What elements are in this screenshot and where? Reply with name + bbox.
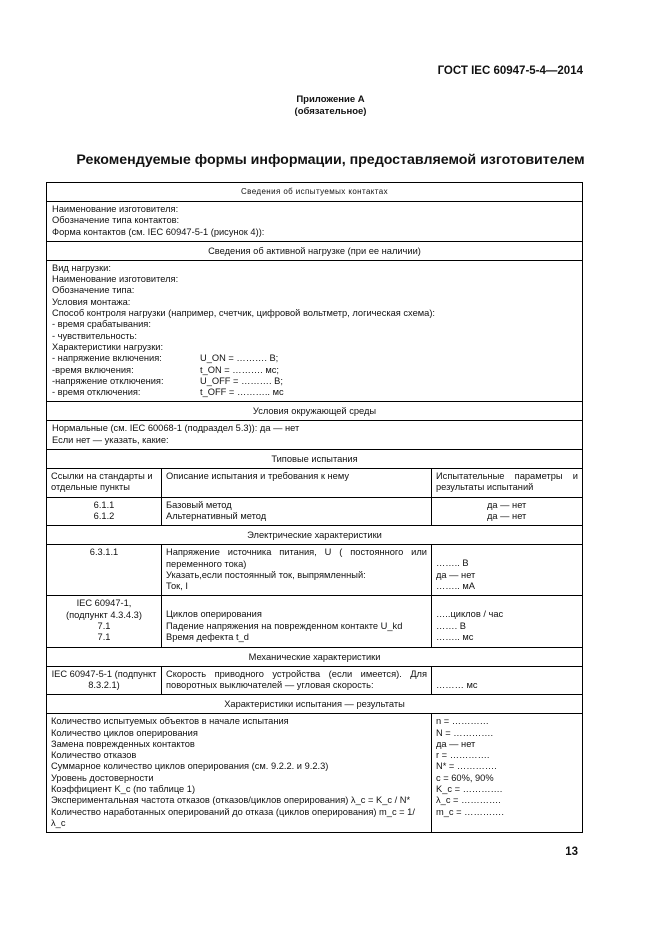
electrical-ref: 7.1 <box>97 632 111 643</box>
appendix-title: Приложение А <box>296 94 365 105</box>
page-number: 13 <box>565 846 578 858</box>
col-header-desc: Описание испытания и требования к нему <box>162 469 432 497</box>
load-line: Наименование изготовителя: <box>52 274 179 285</box>
result-value: N* = …………. <box>436 761 497 772</box>
result-value: N = …………. <box>436 727 494 738</box>
load-line: Характеристики нагрузки: <box>52 341 164 352</box>
col-header-refs: Ссылки на стандарты и отдельные пункты <box>47 469 162 497</box>
result-label: Замена поврежденных контактов <box>51 738 195 749</box>
contacts-line: Форма контактов (см. IEC 60947-5-1 (рисунок 4)): <box>52 226 265 237</box>
environment-block <box>47 421 582 450</box>
contacts-line: Обозначение типа контактов: <box>52 215 180 226</box>
load-param-value: t_ON = ………. мс; <box>200 364 279 375</box>
electrical-desc: Время дефекта t_d <box>166 632 249 643</box>
result-value: c = 60%, 90% <box>436 772 494 783</box>
test-desc: Базовый метод <box>166 499 232 510</box>
electrical-result: …….. мА <box>436 580 475 591</box>
col-header-results: Испытательные параметры и результаты испытаний <box>436 471 578 493</box>
load-param <box>52 353 577 364</box>
electrical-ref: IEC 60947-1, <box>76 598 132 609</box>
contacts-line: Наименование изготовителя: <box>52 204 179 214</box>
test-result: да — нет <box>487 499 527 510</box>
environment-line: Если нет — указать, какие: <box>52 434 169 445</box>
electrical-result: …….. мс <box>436 632 474 643</box>
environment-line: Нормальные (см. IEC 60068-1 (подраздел 5.3)): да — нет <box>52 423 300 434</box>
page-title: Рекомендуемые формы информации, предоставляемой изготовителем <box>76 152 585 168</box>
electrical-ref: (подпункт 4.3.4.3) <box>66 609 142 620</box>
test-result: да — нет <box>487 510 527 521</box>
results-block <box>47 714 582 832</box>
load-param-value: U_ON = ………. В; <box>200 353 279 364</box>
result-value: m_c = …………. <box>436 806 504 817</box>
load-line: Вид нагрузки: <box>52 262 111 273</box>
tests-header-row <box>47 469 582 498</box>
result-value: да — нет <box>436 738 476 749</box>
result-label: Количество наработанных оперирований до отказа (циклов оперирования) m_c = 1/ λ_c <box>51 806 415 828</box>
test-desc: Альтернативный метод <box>166 510 267 521</box>
section-title-results: Характеристики испытания — результаты <box>47 695 582 714</box>
load-line: - время срабатывания: <box>52 319 151 330</box>
result-value: λ_c = …………. <box>436 795 501 806</box>
test-ref: 6.1.1 <box>93 499 115 510</box>
result-label: Количество отказов <box>51 750 137 761</box>
mechanical-ref: IEC 60947-5-1 (подпункт 8.3.2.1) <box>47 667 162 695</box>
load-param-value: U_OFF = ………. В; <box>200 375 283 386</box>
mechanical-result: ……… мс <box>436 679 478 690</box>
electrical-result: …..циклов / час <box>436 609 504 620</box>
result-label: Экспериментальная частота отказов (отказов/циклов оперирования) λ_c = K_c / N* <box>51 795 411 806</box>
test-ref: 6.1.2 <box>93 510 115 521</box>
result-label: Уровень достоверности <box>51 772 154 783</box>
electrical-desc: Циклов оперирования <box>166 609 262 620</box>
info-form <box>46 182 583 833</box>
electrical-ref: 7.1 <box>97 621 111 632</box>
section-title-environment: Условия окружающей среды <box>47 402 582 421</box>
load-block <box>47 261 582 403</box>
tests-rows <box>47 498 582 527</box>
electrical-desc: Падение напряжения на поврежденном контакте U_kd <box>166 620 403 631</box>
appendix-subtitle: (обязательное) <box>294 106 367 117</box>
section-title-electrical: Электрические характеристики <box>47 526 582 545</box>
result-label: Количество циклов оперирования <box>51 727 198 738</box>
contacts-block <box>47 202 582 242</box>
load-line: Условия монтажа: <box>52 296 131 307</box>
electrical-block-1 <box>47 545 582 596</box>
section-title-mechanical: Механические характеристики <box>47 648 582 667</box>
appendix-heading <box>0 94 661 118</box>
result-label: Количество испытуемых объектов в начале испытания <box>51 716 289 727</box>
mechanical-desc: Скорость приводного устройства (если имеется). Для поворотных выключателей — угловая скорость: <box>162 667 432 695</box>
load-line: Способ контроля нагрузки (например, счетчик, цифровой вольтметр, логическая схема): <box>52 308 436 319</box>
electrical-result: …….. В <box>436 558 469 569</box>
load-param <box>52 376 577 387</box>
section-title-load: Сведения об активной нагрузке (при ее наличии) <box>47 242 582 261</box>
load-param <box>52 387 577 398</box>
load-param <box>52 365 577 376</box>
section-title-tests: Типовые испытания <box>47 450 582 469</box>
section-title-contacts: Сведения об испытуемых контактах <box>47 183 582 202</box>
result-value: r = …………. <box>436 750 490 761</box>
result-label: Коэффициент K_c (по таблице 1) <box>51 783 196 794</box>
standard-header: ГОСТ IEC 60947-5-4—2014 <box>437 65 583 77</box>
electrical-result: да — нет <box>436 569 476 580</box>
load-line: Обозначение типа: <box>52 285 135 296</box>
mechanical-row <box>47 667 582 696</box>
load-param-label: -напряжение отключения: <box>52 375 164 386</box>
load-param-value: t_OFF = ……….. мс <box>200 387 284 398</box>
load-line: - чувствительность: <box>52 330 137 341</box>
result-value: K_c = …………. <box>436 783 503 794</box>
load-param-label: -время включения: <box>52 364 134 375</box>
electrical-result: ……. В <box>436 620 466 631</box>
electrical-desc: Ток, I <box>166 581 188 592</box>
electrical-desc: Напряжение источника питания, U ( постоянного или переменного тока) <box>166 547 427 569</box>
electrical-desc: Указать,если постоянный ток, выпрямленный: <box>166 569 366 580</box>
result-value: n = ………… <box>436 716 489 727</box>
load-param-label: - время отключения: <box>52 387 141 398</box>
electrical-block-2 <box>47 596 582 647</box>
load-param-label: - напряжение включения: <box>52 353 162 364</box>
result-label: Суммарное количество циклов оперирования (см. 9.2.2. и 9.2.3) <box>51 761 329 772</box>
electrical-ref: 6.3.1.1 <box>47 545 162 595</box>
